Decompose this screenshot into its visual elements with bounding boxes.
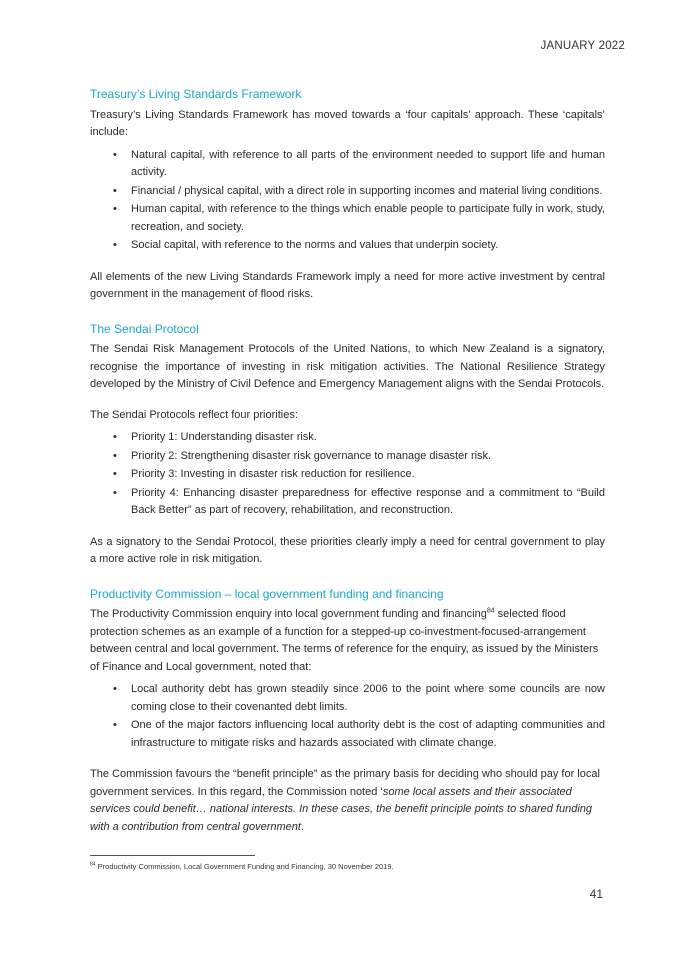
footnote-reference[interactable]: 84 — [486, 607, 495, 615]
bullet-icon: • — [113, 719, 117, 731]
bullet-icon: • — [113, 184, 117, 197]
section-closing: The Commission favours the “benefit principle” as the primary basis for deciding who should pay for local government services. In this regard, the Commission noted ‘some local assets and their associated services could benefit… national interests. In these cases, the benefit principle points to shared funding with a contribution from central government. — [90, 768, 600, 833]
section-intro: The Sendai Risk Management Protocols of the United Nations, to which New Zealand is a signatory, recognise the importance of investing in risk mitigation activities. The National Resilience Strategy developed by the Ministry of Civil Defence and Emergency Management aligns with the Sendai Protocols. — [90, 343, 605, 390]
bullet-list-capitals — [90, 147, 605, 255]
list-item: • Priority 1: Understanding disaster risk. — [90, 429, 605, 447]
bullet-list-priorities — [90, 429, 605, 520]
header-date: JANUARY 2022 — [540, 40, 625, 52]
section-intro: The Productivity Commission enquiry into local government funding and financing$^{84}$ selected flood protection schemes as an example of a function for a stepped-up co-investment-focused-arrangement between central and local government. The terms of reference for the enquiry, as issued by the Ministers of Finance and Local government, noted that: — [90, 607, 599, 673]
section-intro-priorities: The Sendai Protocols reflect four priorities: — [90, 408, 298, 421]
section-heading-sendai: The Sendai Protocol — [90, 321, 199, 336]
bullet-icon: • — [113, 148, 117, 161]
footnote — [90, 862, 394, 871]
quoted-text: some local assets and their associated services could benefit… national interests. In these cases, the benefit principle points to shared funding with a contribution from central government — [90, 785, 593, 833]
list-item: • Priority 4: Enhancing disaster preparedness for effective response and a commitment to “Build Back Better” as part of recovery, rehabilitation, and reconstruction. — [113, 486, 605, 516]
bullet-list-terms — [90, 681, 605, 752]
bullet-icon: • — [113, 431, 117, 443]
bullet-icon: • — [113, 683, 117, 695]
section-intro: Treasury’s Living Standards Framework has moved towards a ‘four capitals’ approach. These ‘capitals’ include: — [90, 108, 605, 138]
list-item: • Priority 2: Strengthening disaster risk governance to manage disaster risk. — [90, 448, 605, 466]
bullet-icon: • — [113, 203, 117, 215]
bullet-icon: • — [113, 449, 117, 462]
page-number: 41 — [589, 887, 603, 901]
footnote-number: 84 — [90, 861, 96, 868]
list-item: • Local authority debt has grown steadily since 2006 to the point where some councils are now coming close to their covenanted debt limits. — [113, 683, 605, 713]
list-item: • Natural capital, with reference to all parts of the environment needed to support life and human activity. — [113, 148, 605, 178]
bullet-icon: • — [113, 239, 117, 251]
page-content — [90, 86, 605, 836]
list-item: • Human capital, with reference to the things which enable people to participate fully in work, study, recreation, and society. — [113, 203, 605, 233]
section-heading-living-standards: Treasury’s Living Standards Framework — [90, 87, 302, 101]
section-closing: All elements of the new Living Standards Framework imply a need for more active investment by central government in the management of flood risks. — [90, 270, 605, 300]
section-heading-productivity: Productivity Commission – local government funding and financing — [90, 586, 444, 601]
list-item: • Priority 3: Investing in disaster risk reduction for resilience. — [90, 466, 605, 484]
list-item: • Social capital, with reference to the norms and values that underpin society. — [90, 237, 605, 255]
footnote-text: Productivity Commission, Local Government Funding and Financing, 30 November 2019. — [95, 862, 394, 871]
section-closing: As a signatory to the Sendai Protocol, these priorities clearly imply a need for central government to play a more active role in risk mitigation. — [90, 535, 605, 565]
list-item: • One of the major factors influencing local authority debt is the cost of adapting communities and infrastructure to mitigate risks and hazards associated with climate change. — [113, 719, 605, 749]
bullet-icon: • — [113, 468, 117, 480]
footnote-divider — [90, 855, 255, 856]
list-item: • Financial / physical capital, with a direct role in supporting incomes and material living conditions. — [90, 183, 605, 201]
bullet-icon: • — [113, 486, 117, 499]
